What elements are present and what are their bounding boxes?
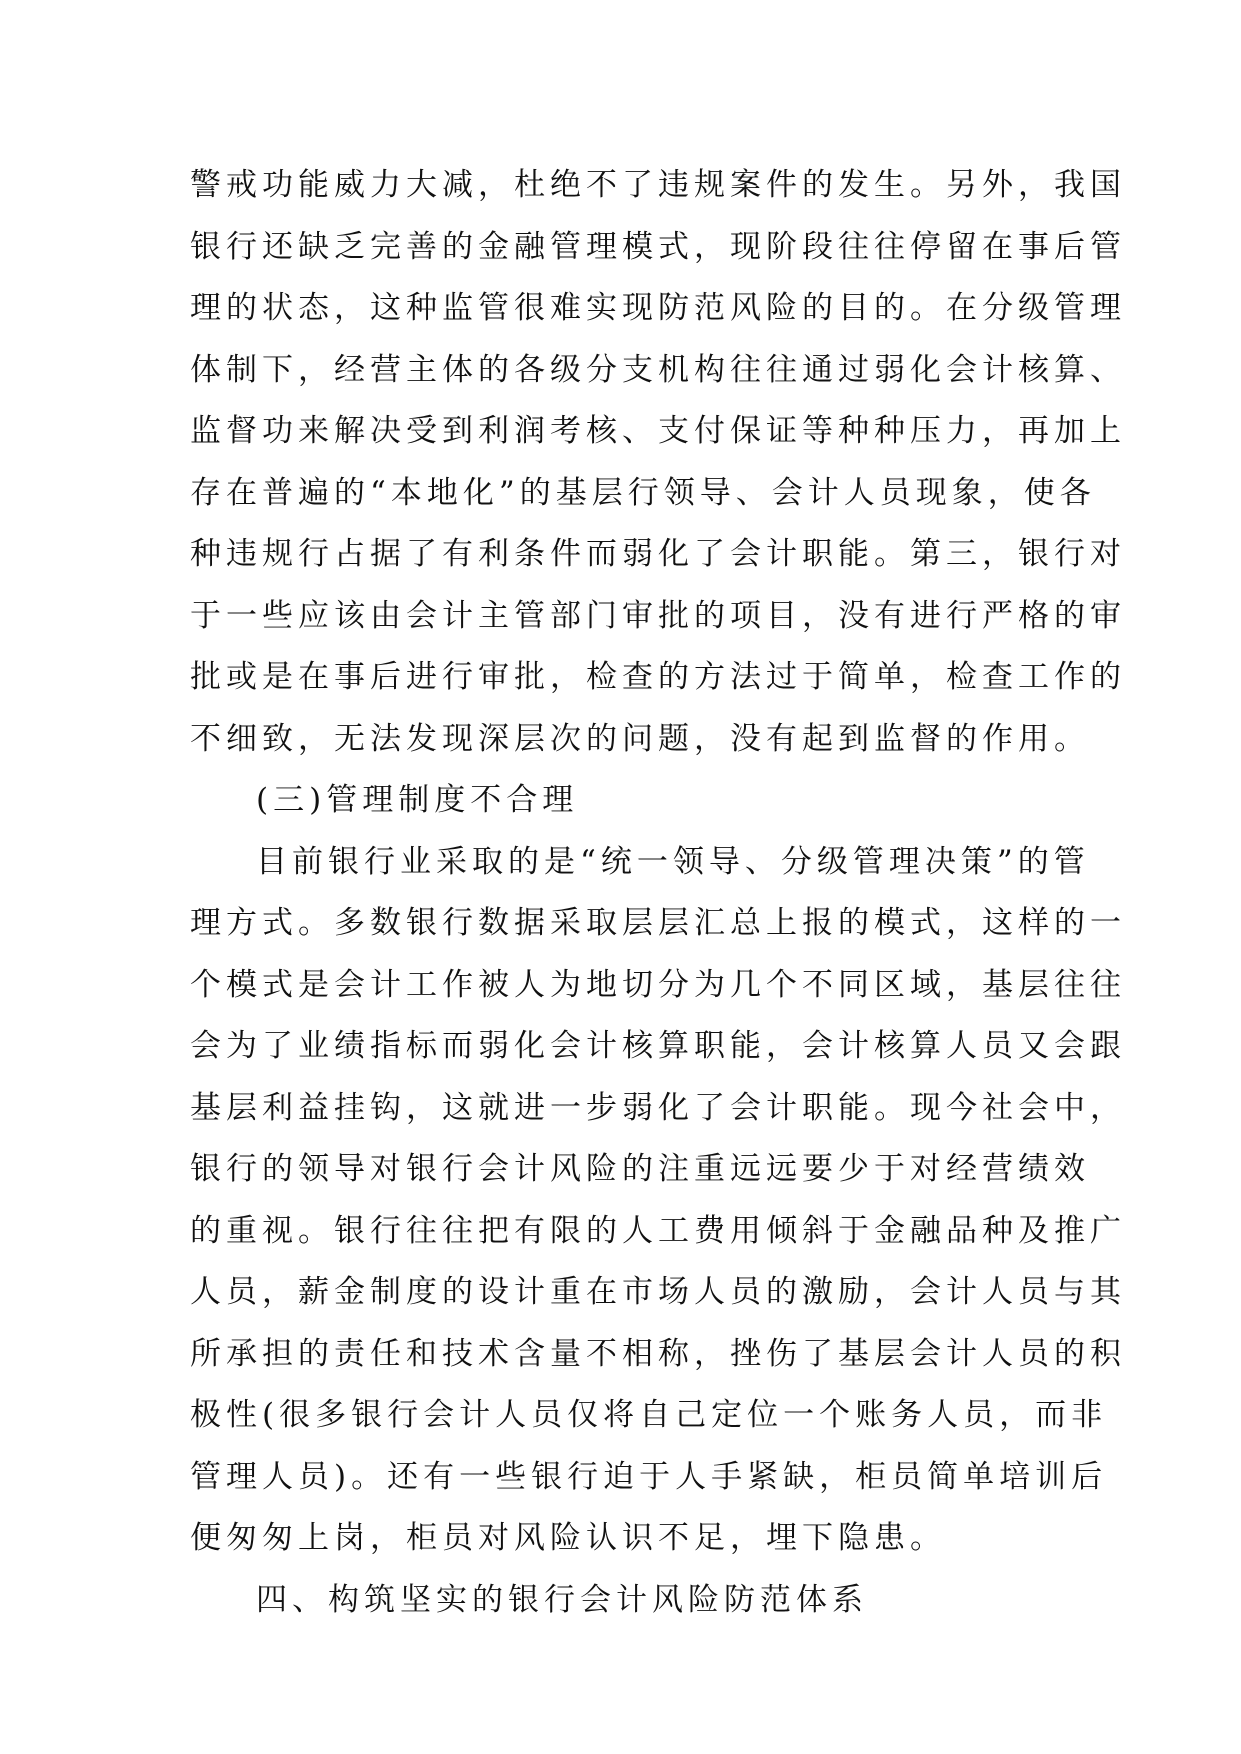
text-line: 个模式是会计工作被人为地切分为几个不同区域，基层往往 bbox=[190, 966, 1126, 1003]
text-line: 存在普遍的“本地化”的基层行领导、会计人员现象，使各 bbox=[190, 474, 1096, 511]
text-line: 警戒功能威力大减，杜绝不了违规案件的发生。另外，我国 bbox=[190, 167, 1126, 203]
text-line: 理的状态，这种监管很难实现防范风险的目的。在分级管理 bbox=[190, 290, 1126, 326]
text-line: 银行的领导对银行会计风险的注重远远要少于对经营绩效 bbox=[190, 1151, 1090, 1187]
text-line: 理方式。多数银行数据采取层层汇总上报的模式，这样的一 bbox=[190, 905, 1126, 941]
text-line: 银行还缺乏完善的金融管理模式，现阶段往往停留在事后管 bbox=[190, 228, 1126, 265]
text-line: 于一些应该由会计主管部门审批的项目，没有进行严格的审 bbox=[190, 597, 1126, 634]
text-line: 种违规行占据了有利条件而弱化了会计职能。第三，银行对 bbox=[190, 536, 1126, 572]
text-line: 极性(很多银行会计人员仅将自己定位一个账务人员，而非 bbox=[190, 1397, 1108, 1433]
text-line: 基层利益挂钩，这就进一步弱化了会计职能。现今社会中， bbox=[190, 1089, 1126, 1126]
section-heading: (三)管理制度不合理 bbox=[256, 782, 579, 818]
text-line: 便匆匆上岗，柜员对风险认识不足，埋下隐患。 bbox=[190, 1520, 946, 1556]
text-line: 的重视。银行往往把有限的人工费用倾斜于金融品种及推广 bbox=[190, 1212, 1126, 1249]
section-heading: 四、构筑坚实的银行会计风险防范体系 bbox=[256, 1581, 868, 1618]
text-line: 目前银行业采取的是“统一领导、分级管理决策”的管 bbox=[256, 843, 1090, 880]
body-text bbox=[190, 155, 1126, 1631]
text-line: 人员，薪金制度的设计重在市场人员的激励，会计人员与其 bbox=[190, 1274, 1126, 1310]
text-line: 体制下，经营主体的各级分支机构往往通过弱化会计核算、 bbox=[190, 351, 1126, 388]
text-line: 不细致，无法发现深层次的问题，没有起到监督的作用。 bbox=[190, 720, 1090, 757]
text-line: 管理人员)。还有一些银行迫于人手紧缺，柜员简单培训后 bbox=[190, 1458, 1108, 1495]
text-line: 所承担的责任和技术含量不相称，挫伤了基层会计人员的积 bbox=[190, 1335, 1126, 1372]
text-line: 批或是在事后进行审批，检查的方法过于简单，检查工作的 bbox=[190, 659, 1126, 695]
text-line: 会为了业绩指标而弱化会计核算职能，会计核算人员又会跟 bbox=[190, 1028, 1126, 1064]
text-line: 监督功来解决受到利润考核、支付保证等种种压力，再加上 bbox=[190, 413, 1126, 449]
